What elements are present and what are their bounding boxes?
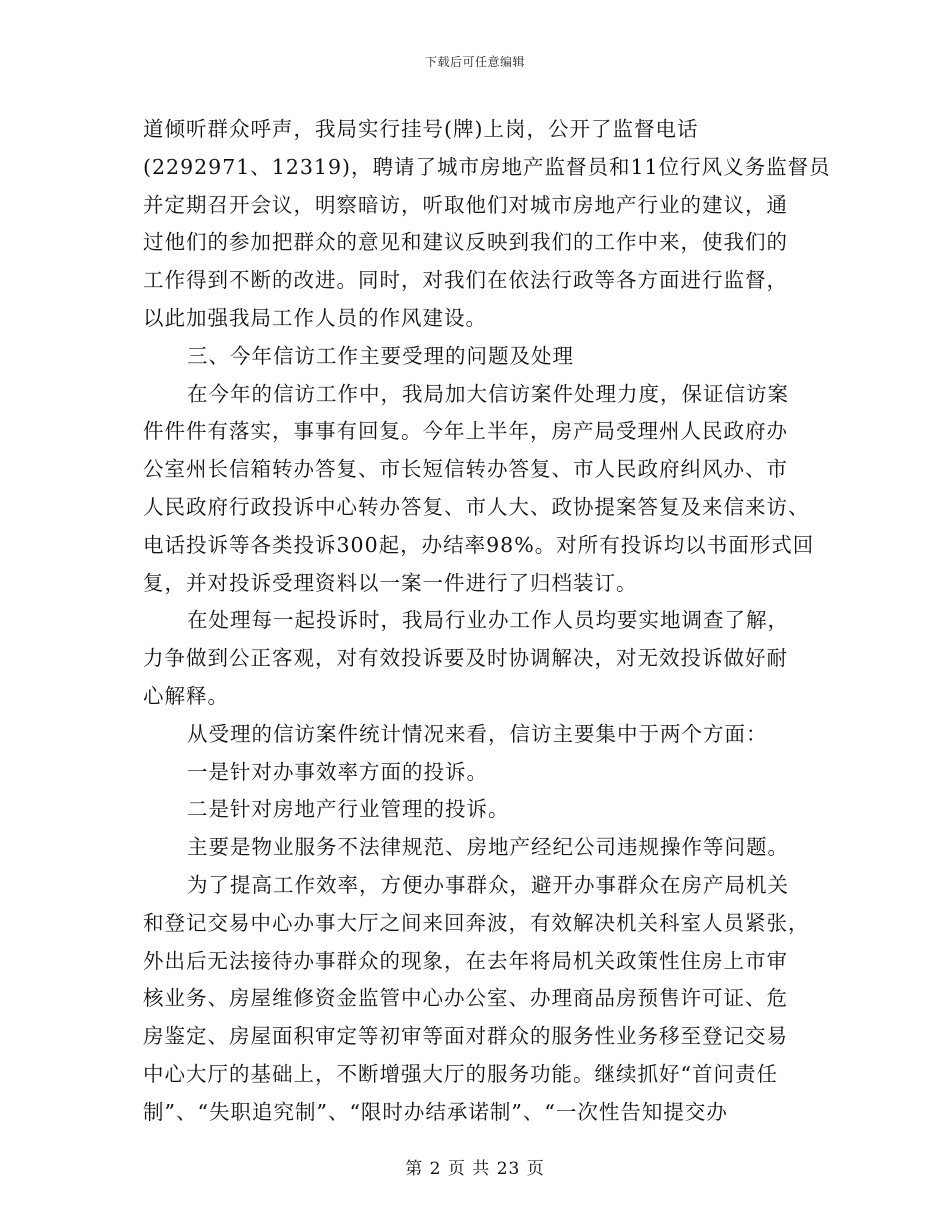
text-line: 心解释。 — [143, 683, 229, 708]
text-line: 人民政府行政投诉中心转办答复、市人大、政协提案答复及来信来访、 — [143, 494, 810, 519]
text-line: 道倾听群众呼声，我局实行挂号(牌)上岗，公开了监督电话 — [143, 117, 699, 141]
text-line: 以此加强我局工作人员的作风建设。 — [143, 305, 487, 330]
text-line: 房鉴定、房屋面积审定等初审等面对群众的服务性业务移至登记交易 — [143, 1024, 788, 1049]
text-line: (2292971、12319)，聘请了城市房地产监督员和11位行风义务监督员 — [143, 154, 831, 179]
text-line: 二是针对房地产行业管理的投诉。 — [187, 797, 510, 822]
text-line: 一是针对办事效率方面的投诉。 — [187, 759, 488, 784]
text-line: 主要是物业服务不法律规范、房地产经纪公司违规操作等问题。 — [187, 835, 789, 860]
text-line: 核业务、房屋维修资金监管中心办公室、办理商品房预售许可证、危 — [143, 986, 788, 1011]
text-line: 为了提高工作效率，方便办事群众，避开办事群众在房产局机关 — [187, 872, 789, 897]
text-line: 在处理每一起投诉时，我局行业办工作人员均要实地调查了解， — [187, 608, 789, 633]
text-line: 外出后无法接待办事群众的现象，在去年将局机关政策性住房上市审 — [143, 948, 788, 973]
text-line: 在今年的信访工作中，我局加大信访案件处理力度，保证信访案 — [187, 381, 789, 406]
text-line: 制”、“失职追究制”、“限时办结承诺制”、“一次性告知提交办 — [143, 1099, 728, 1124]
text-line: 中心大厅的基础上，不断增强大厅的服务功能。继续抓好“首问责任 — [143, 1061, 778, 1086]
text-line: 并定期召开会议，明察暗访，听取他们对城市房地产行业的建议，通 — [143, 192, 788, 217]
text-line: 复，并对投诉受理资料以一案一件进行了归档装订。 — [143, 570, 638, 595]
text-line: 力争做到公正客观，对有效投诉要及时协调解决，对无效投诉做好耐 — [143, 646, 788, 671]
text-line: 从受理的信访案件统计情况来看，信访主要集中于两个方面： — [187, 721, 768, 746]
text-line: 过他们的参加把群众的意见和建议反映到我们的工作中来，使我们的 — [143, 230, 788, 255]
page-header: 下载后可任意编辑 — [424, 55, 525, 69]
section-heading: 三、今年信访工作主要受理的问题及处理 — [187, 343, 574, 368]
page-footer: 第 2 页 共 23 页 — [405, 1159, 545, 1179]
text-line: 和登记交易中心办事大厅之间来回奔波，有效解决机关科室人员紧张， — [143, 910, 810, 935]
text-line: 公室州长信箱转办答复、市长短信转办答复、市人民政府纠风办、市 — [143, 457, 788, 482]
text-line: 电话投诉等各类投诉300起，办结率98%。对所有投诉均以书面形式回 — [143, 532, 815, 557]
text-line: 工作得到不断的改进。同时，对我们在依法行政等各方面进行监督， — [143, 268, 788, 293]
document-body — [143, 111, 831, 1132]
text-line: 件件件有落实，事事有回复。今年上半年，房产局受理州人民政府办 — [143, 419, 788, 444]
